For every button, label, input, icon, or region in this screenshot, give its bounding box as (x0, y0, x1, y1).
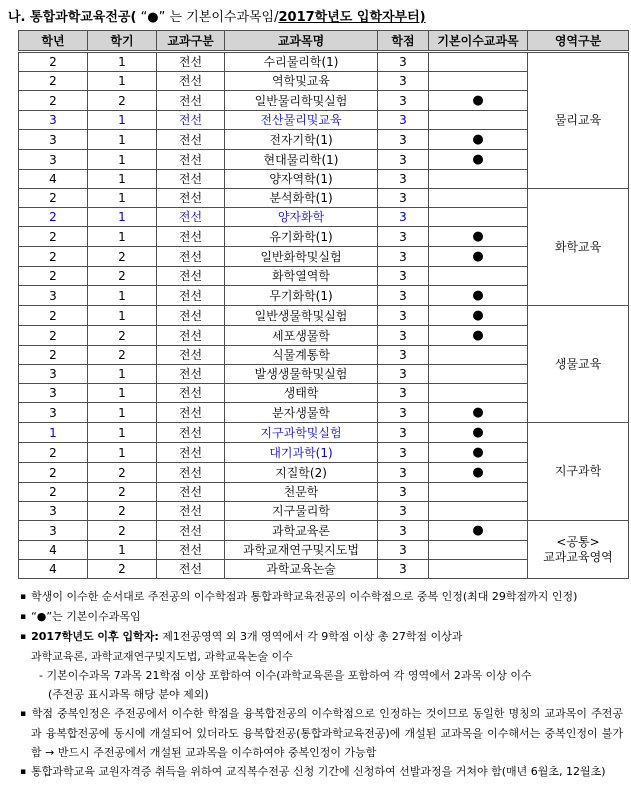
cell-semester: 2 (88, 267, 157, 286)
cell-basic-course (429, 502, 528, 521)
cell-course-name: 천문학 (225, 483, 378, 502)
cell-semester: 2 (88, 483, 157, 502)
cell-credits: 3 (378, 502, 429, 521)
table-row (19, 306, 629, 326)
cell-course-type: 전선 (157, 208, 225, 227)
cell-course-type: 전선 (157, 463, 225, 483)
cell-course-type: 전선 (157, 423, 225, 443)
cell-course-name: 수리물리학(1) (225, 52, 378, 72)
cell-basic-course (429, 208, 528, 227)
cell-course-name: 생태학 (225, 384, 378, 403)
cell-year: 3 (19, 130, 88, 150)
cell-semester: 1 (88, 130, 157, 150)
cell-credits: 3 (378, 423, 429, 443)
title-underlined: 2017학년도 입학자부터) (278, 10, 426, 25)
cell-credits: 3 (378, 306, 429, 326)
cell-credits: 3 (378, 111, 429, 130)
note-item (20, 587, 623, 607)
cell-credits: 3 (378, 286, 429, 306)
cell-course-name: 세포생물학 (225, 326, 378, 346)
cell-semester: 1 (88, 423, 157, 443)
cell-year: 3 (19, 521, 88, 541)
cell-year: 2 (19, 227, 88, 247)
note-text: 학점 중복인정은 주전공에서 이수한 학점을 융복합전공의 이수학점으로 인정하는 것이므로 동일한 명칭의 교과목이 주전공과 융복합전공에 동시에 개설되어 있더라도 융복합전공(통합과학교육전공)에 개설된 교과목을 이수해서는 중복인정이 불가함 → 반드시 주전공에서 개설된 교과목을 이수하여야 중복인정이 가능함 (31, 707, 623, 759)
cell-basic-course (429, 306, 528, 326)
cell-course-type: 전선 (157, 91, 225, 111)
cell-year: 4 (19, 541, 88, 560)
cell-semester: 2 (88, 463, 157, 483)
cell-course-name: 과학교재연구및지도법 (225, 541, 378, 560)
cell-basic-course (429, 521, 528, 541)
cell-basic-course (429, 560, 528, 579)
cell-year: 2 (19, 326, 88, 346)
cell-course-name: 현대물리학(1) (225, 150, 378, 170)
cell-semester: 1 (88, 306, 157, 326)
cell-year: 3 (19, 286, 88, 306)
area-label: <공통> (556, 534, 600, 549)
cell-course-type: 전선 (157, 267, 225, 286)
cell-course-type: 전선 (157, 483, 225, 502)
cell-course-type: 전선 (157, 52, 225, 72)
header-credits: 학점 (378, 31, 429, 52)
cell-year: 2 (19, 52, 88, 72)
cell-course-type: 전선 (157, 150, 225, 170)
cell-credits: 3 (378, 326, 429, 346)
cell-semester: 1 (88, 72, 157, 91)
cell-semester: 1 (88, 384, 157, 403)
cell-year: 3 (19, 502, 88, 521)
cell-course-name: 분자생물학 (225, 403, 378, 423)
curriculum-table (18, 30, 629, 579)
cell-semester: 1 (88, 150, 157, 170)
cell-course-name: 역학및교육 (225, 72, 378, 91)
area-label: 교과교육영역 (543, 549, 613, 564)
header-course-type: 교과구분 (157, 31, 225, 52)
cell-credits: 3 (378, 91, 429, 111)
note-bold-text: 2017학년도 이후 입학자: (31, 630, 159, 643)
cell-area (528, 189, 629, 306)
cell-year: 2 (19, 346, 88, 365)
area-label: 화학교육 (554, 239, 602, 254)
cell-course-type: 전선 (157, 541, 225, 560)
cell-credits: 3 (378, 52, 429, 72)
cell-year: 2 (19, 91, 88, 111)
cell-course-type: 전선 (157, 306, 225, 326)
cell-basic-course (429, 267, 528, 286)
note-item (20, 762, 623, 782)
cell-basic-course (429, 384, 528, 403)
basic-dot-icon: ● (472, 93, 484, 108)
table-body (19, 52, 629, 579)
cell-course-name: 화학열역학 (225, 267, 378, 286)
cell-course-name: 식물계통학 (225, 346, 378, 365)
cell-credits: 3 (378, 541, 429, 560)
cell-course-name: 과학교육론 (225, 521, 378, 541)
header-year: 학년 (19, 31, 88, 52)
note-text: (주전공 표시과목 해당 분야 제외) (48, 688, 209, 701)
cell-semester: 1 (88, 208, 157, 227)
cell-course-type: 전선 (157, 130, 225, 150)
cell-semester: 2 (88, 521, 157, 541)
cell-course-type: 전선 (157, 384, 225, 403)
cell-credits: 3 (378, 267, 429, 286)
cell-credits: 3 (378, 346, 429, 365)
area-label: 물리교육 (554, 113, 602, 127)
cell-basic-course (429, 91, 528, 111)
cell-credits: 3 (378, 403, 429, 423)
cell-course-type: 전선 (157, 72, 225, 91)
cell-basic-course (429, 130, 528, 150)
cell-course-type: 전선 (157, 189, 225, 208)
table-row (19, 189, 629, 208)
cell-course-name: 지구물리학 (225, 502, 378, 521)
cell-year: 2 (19, 189, 88, 208)
cell-semester: 1 (88, 443, 157, 463)
cell-semester: 2 (88, 502, 157, 521)
cell-basic-course (429, 541, 528, 560)
cell-credits: 3 (378, 189, 429, 208)
cell-course-type: 전선 (157, 443, 225, 463)
cell-semester: 2 (88, 247, 157, 267)
cell-course-type: 전선 (157, 346, 225, 365)
cell-basic-course (429, 483, 528, 502)
cell-semester: 2 (88, 346, 157, 365)
note-text: 학생이 이수한 순서대로 주전공의 이수학점과 통합과학교육전공의 이수학점으로 중복 인정(최대 29학점까지 인정) (31, 590, 578, 603)
cell-year: 1 (19, 423, 88, 443)
note-item (20, 666, 623, 685)
cell-year: 2 (19, 72, 88, 91)
note-item (20, 704, 623, 762)
cell-semester: 2 (88, 560, 157, 579)
cell-basic-course (429, 443, 528, 463)
area-label: 지구과학 (554, 464, 602, 478)
cell-basic-course (429, 111, 528, 130)
note-item (20, 685, 623, 704)
cell-credits: 3 (378, 521, 429, 541)
cell-course-name: 양자역학(1) (225, 170, 378, 189)
cell-semester: 1 (88, 365, 157, 384)
cell-area (528, 521, 629, 579)
basic-dot-icon: ● (472, 288, 484, 303)
cell-semester: 1 (88, 286, 157, 306)
cell-year: 3 (19, 365, 88, 384)
cell-year: 2 (19, 306, 88, 326)
cell-course-name: 발생생물학및실험 (225, 365, 378, 384)
cell-credits: 3 (378, 384, 429, 403)
cell-basic-course (429, 346, 528, 365)
area-label: 생물교육 (554, 356, 602, 371)
cell-credits: 3 (378, 72, 429, 91)
cell-credits: 3 (378, 247, 429, 267)
cell-course-type: 전선 (157, 403, 225, 423)
note-text: 과학교육론, 과학교재연구및지도법, 과학교육논술 이수 (31, 650, 293, 663)
notes (20, 587, 623, 782)
cell-basic-course (429, 286, 528, 306)
square-bullet-icon: ▪ (20, 592, 27, 602)
title-main: 나. 통합과학교육전공( (8, 10, 137, 25)
cell-credits: 3 (378, 443, 429, 463)
cell-credits: 3 (378, 208, 429, 227)
basic-dot-icon: ● (472, 249, 484, 264)
cell-basic-course (429, 326, 528, 346)
cell-basic-course (429, 463, 528, 483)
cell-semester: 1 (88, 189, 157, 208)
cell-year: 2 (19, 267, 88, 286)
table-row (19, 521, 629, 541)
cell-area (528, 423, 629, 521)
page-title (8, 6, 631, 25)
cell-year: 3 (19, 111, 88, 130)
basic-dot-icon: ● (472, 405, 484, 420)
cell-credits: 3 (378, 483, 429, 502)
square-bullet-icon: ▪ (20, 709, 27, 719)
cell-course-name: 일반화학및실험 (225, 247, 378, 267)
cell-credits: 3 (378, 150, 429, 170)
cell-course-name: 분석화학(1) (225, 189, 378, 208)
cell-year: 3 (19, 150, 88, 170)
cell-course-name: 전자기학(1) (225, 130, 378, 150)
cell-year: 4 (19, 560, 88, 579)
cell-basic-course (429, 247, 528, 267)
cell-credits: 3 (378, 463, 429, 483)
cell-course-type: 전선 (157, 521, 225, 541)
square-bullet-icon: ▪ (20, 632, 27, 642)
cell-year: 2 (19, 443, 88, 463)
header-basic-course: 기본이수교과목 (429, 31, 528, 52)
basic-dot-icon: ● (472, 132, 484, 147)
header-area: 영역구분 (528, 31, 629, 52)
cell-course-name: 지구과학및실험 (225, 423, 378, 443)
cell-credits: 3 (378, 170, 429, 189)
cell-course-name: 무기화학(1) (225, 286, 378, 306)
cell-basic-course (429, 170, 528, 189)
cell-course-name: 지질학(2) (225, 463, 378, 483)
cell-basic-course (429, 189, 528, 208)
basic-dot-icon: ● (472, 425, 484, 440)
cell-basic-course (429, 227, 528, 247)
cell-semester: 2 (88, 91, 157, 111)
basic-dot-icon: ● (472, 465, 484, 480)
cell-year: 3 (19, 384, 88, 403)
note-text: “●”는 기본이수과목임 (31, 610, 141, 623)
note-item (20, 607, 623, 627)
cell-course-type: 전선 (157, 227, 225, 247)
cell-area (528, 52, 629, 189)
cell-basic-course (429, 365, 528, 384)
basic-dot-icon: ● (472, 152, 484, 167)
cell-area (528, 306, 629, 423)
cell-course-name: 일반물리학및실험 (225, 91, 378, 111)
note-text: 통합과학교육 교원자격증 취득을 위하여 교직복수전공 신청 기간에 신청하여 선발과정을 거쳐야 함(매년 6월초, 12월초) (31, 765, 606, 778)
table-header-row (19, 31, 629, 52)
cell-course-type: 전선 (157, 170, 225, 189)
cell-course-type: 전선 (157, 365, 225, 384)
square-bullet-icon: ▪ (20, 767, 27, 777)
cell-basic-course (429, 150, 528, 170)
cell-year: 3 (19, 403, 88, 423)
table-row (19, 52, 629, 72)
basic-dot-icon: ● (472, 328, 484, 343)
cell-basic-course (429, 423, 528, 443)
table-row (19, 423, 629, 443)
cell-basic-course (429, 52, 528, 72)
cell-course-name: 일반생물학및실험 (225, 306, 378, 326)
basic-dot-icon: ● (472, 523, 484, 538)
cell-course-type: 전선 (157, 502, 225, 521)
note-text: 제1전공영역 외 3개 영역에서 각 9학점 이상 총 27학점 이상과 (158, 630, 463, 643)
basic-dot-icon: ● (472, 445, 484, 460)
cell-year: 2 (19, 483, 88, 502)
cell-year: 4 (19, 170, 88, 189)
cell-course-type: 전선 (157, 560, 225, 579)
title-legend: “●” 는 기본이수과목임/ (136, 10, 279, 25)
basic-dot-icon: ● (472, 229, 484, 244)
cell-credits: 3 (378, 365, 429, 384)
cell-credits: 3 (378, 560, 429, 579)
cell-course-type: 전선 (157, 286, 225, 306)
header-course-name: 교과목명 (225, 31, 378, 52)
cell-course-name: 과학교육논술 (225, 560, 378, 579)
cell-course-name: 유기화학(1) (225, 227, 378, 247)
cell-course-name: 대기과학(1) (225, 443, 378, 463)
cell-year: 2 (19, 463, 88, 483)
header-semester: 학기 (88, 31, 157, 52)
cell-year: 2 (19, 208, 88, 227)
cell-year: 2 (19, 247, 88, 267)
cell-course-type: 전선 (157, 247, 225, 267)
square-bullet-icon: ▪ (20, 612, 27, 622)
cell-credits: 3 (378, 130, 429, 150)
cell-semester: 2 (88, 326, 157, 346)
cell-semester: 1 (88, 111, 157, 130)
cell-semester: 1 (88, 52, 157, 72)
cell-course-type: 전선 (157, 326, 225, 346)
cell-basic-course (429, 72, 528, 91)
cell-semester: 1 (88, 227, 157, 247)
cell-semester: 1 (88, 403, 157, 423)
note-item (20, 647, 623, 666)
cell-course-type: 전선 (157, 111, 225, 130)
basic-dot-icon: ● (472, 308, 484, 323)
cell-semester: 1 (88, 541, 157, 560)
note-text: - 기본이수과목 7과목 21학점 이상 포함하여 이수(과학교육론을 포함하여 각 영역에서 2과목 이상 이수 (39, 669, 532, 682)
cell-credits: 3 (378, 227, 429, 247)
cell-semester: 1 (88, 170, 157, 189)
note-item (20, 627, 623, 647)
cell-course-name: 전산물리및교육 (225, 111, 378, 130)
cell-basic-course (429, 403, 528, 423)
cell-course-name: 양자화학 (225, 208, 378, 227)
